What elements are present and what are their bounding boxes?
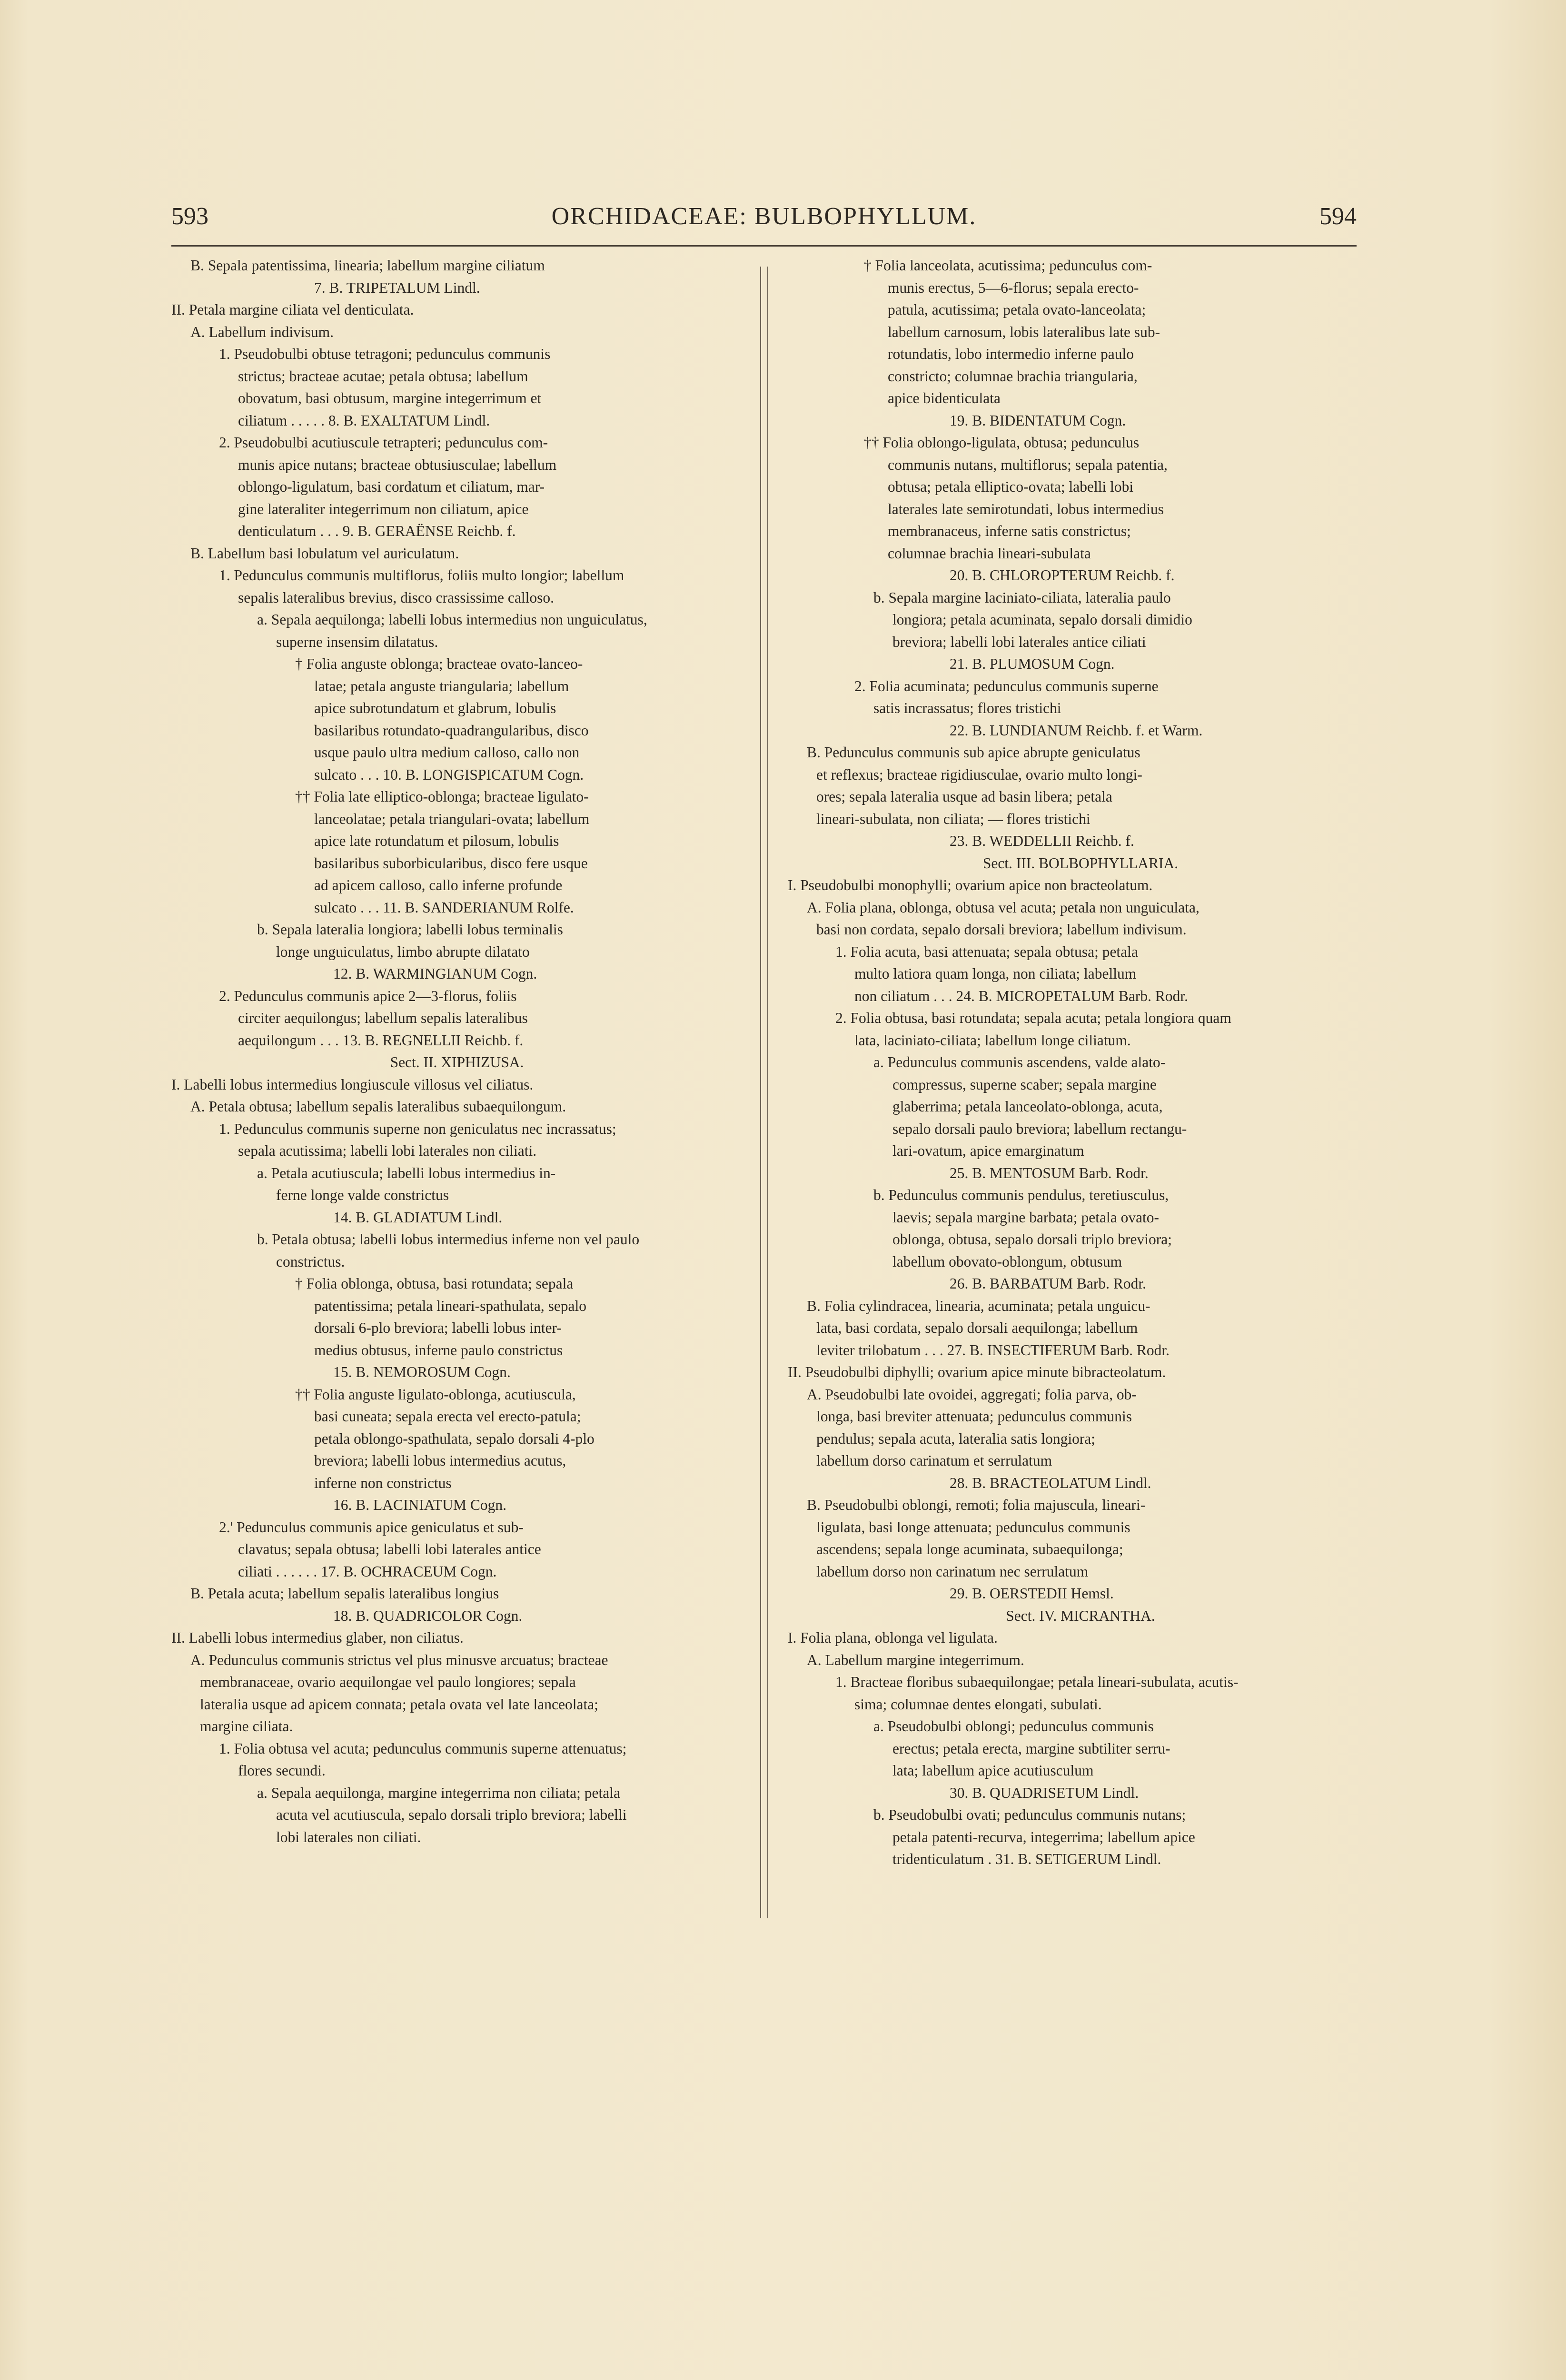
text-line: apice subrotundatum et glabrum, lobulis	[314, 700, 556, 716]
text-line: 1. Bracteae floribus subaequilongae; petala lineari-subulata, acutis-	[835, 1674, 1239, 1690]
text-line: glaberrima; petala lanceolato-oblonga, acuta,	[892, 1098, 1163, 1115]
text-line: sepalis lateralibus brevius, disco crassissime calloso.	[238, 589, 554, 606]
text-line: ores; sepala lateralia usque ad basin libera; petala	[816, 788, 1112, 805]
text-line: laterales late semirotundati, lobus intermedius	[888, 500, 1164, 517]
text-line: constrictus.	[276, 1253, 345, 1270]
text-line: B. Pseudobulbi oblongi, remoti; folia majuscula, lineari-	[807, 1497, 1146, 1513]
text-line: denticulatum . . . 9. B. GERAËNSE Reichb. f.	[238, 523, 516, 539]
text-line: flores secundi.	[238, 1762, 326, 1779]
text-line: sima; columnae dentes elongati, subulati.	[854, 1696, 1102, 1713]
text-line: † Folia anguste oblonga; bracteae ovato-lanceo-	[295, 655, 583, 672]
text-line: lateralia usque ad apicem connata; petala ovata vel late lanceolata;	[200, 1696, 598, 1713]
text-line: latae; petala anguste triangularia; labellum	[314, 677, 569, 694]
text-line: superne insensim dilatatus.	[276, 633, 438, 650]
text-line: sepalo dorsali paulo breviora; labellum rectangu-	[892, 1120, 1187, 1137]
text-line: II. Pseudobulbi diphylli; ovarium apice minute bibracteolatum.	[788, 1364, 1166, 1380]
text-line: †† Folia oblongo-ligulata, obtusa; pedunculus	[864, 434, 1140, 451]
text-line: apice bidenticulata	[888, 390, 1001, 407]
column-divider	[767, 267, 768, 1918]
text-line: B. Folia cylindracea, linearia, acuminata; petala unguicu-	[807, 1297, 1150, 1314]
text-line: ciliatum . . . . . 8. B. EXALTATUM Lindl.	[238, 412, 490, 429]
text-line: A. Petala obtusa; labellum sepalis lateralibus subaequilongum.	[190, 1098, 566, 1115]
text-line: A. Folia plana, oblonga, obtusa vel acuta; petala non unguiculata,	[807, 899, 1199, 916]
text-line: rotundatis, lobo intermedio inferne paulo	[888, 346, 1134, 362]
text-line: petala oblongo-spathulata, sepalo dorsali 4-plo	[314, 1430, 595, 1447]
text-line: columnae brachia lineari-subulata	[888, 545, 1091, 562]
text-line: I. Folia plana, oblonga vel ligulata.	[788, 1629, 998, 1646]
text-line: 2. Pedunculus communis apice 2—3-florus, foliis	[219, 987, 517, 1004]
text-line: lanceolatae; petala triangulari-ovata; labellum	[314, 810, 590, 827]
text-line: B. Sepala patentissima, linearia; labellum margine ciliatum	[190, 257, 545, 274]
text-line: 29. B. OERSTEDII Hemsl.	[950, 1585, 1114, 1602]
text-line: margine ciliata.	[200, 1718, 293, 1735]
text-line: 15. B. NEMOROSUM Cogn.	[333, 1364, 511, 1380]
text-line: 25. B. MENTOSUM Barb. Rodr.	[950, 1164, 1149, 1181]
text-line: †† Folia anguste ligulato-oblonga, acutiuscula,	[295, 1386, 576, 1403]
text-line: 1. Pedunculus communis superne non geniculatus nec incrassatus;	[219, 1120, 616, 1137]
text-line: dorsali 6-plo breviora; labelli lobus inter-	[314, 1319, 562, 1336]
text-line: compressus, superne scaber; sepala margine	[892, 1076, 1157, 1093]
text-line: a. Sepala aequilonga; labelli lobus intermedius non unguiculatus,	[257, 611, 647, 628]
text-line: lobi laterales non ciliati.	[276, 1828, 421, 1845]
text-line: clavatus; sepala obtusa; labelli lobi laterales antice	[238, 1541, 541, 1557]
text-line: b. Pseudobulbi ovati; pedunculus communis nutans;	[873, 1806, 1186, 1823]
text-line: breviora; labelli lobus intermedius acutus,	[314, 1452, 566, 1469]
text-line: a. Sepala aequilonga, margine integerrima non ciliata; petala	[257, 1784, 620, 1801]
text-line: 21. B. PLUMOSUM Cogn.	[950, 655, 1115, 672]
text-line: I. Labelli lobus intermedius longiuscule villosus vel ciliatus.	[171, 1076, 534, 1093]
text-line: multo latiora quam longa, non ciliata; labellum	[854, 965, 1137, 982]
text-line: b. Sepala margine laciniato-ciliata, lateralia paulo	[873, 589, 1171, 606]
text-line: b. Petala obtusa; labelli lobus intermedius inferne non vel paulo	[257, 1231, 640, 1248]
text-line: 7. B. TRIPETALUM Lindl.	[314, 279, 480, 296]
text-line: membranaceus, inferne satis constrictus;	[888, 523, 1131, 539]
text-line: basilaribus rotundato-quadrangularibus, disco	[314, 722, 589, 739]
text-line: ciliati . . . . . . 17. B. OCHRACEUM Cogn.	[238, 1563, 497, 1580]
text-line: 2. Pseudobulbi acutiuscule tetrapteri; pedunculus com-	[219, 434, 548, 451]
text-line: 12. B. WARMINGIANUM Cogn.	[333, 965, 537, 982]
text-line: 14. B. GLADIATUM Lindl.	[333, 1209, 503, 1226]
text-line: lineari-subulata, non ciliata; — flores tristichi	[816, 810, 1090, 827]
text-line: longe unguiculatus, limbo abrupte dilatato	[276, 943, 530, 960]
text-line: obovatum, basi obtusum, margine integerrimum et	[238, 390, 542, 407]
header-rule	[171, 245, 1357, 247]
text-line: 26. B. BARBATUM Barb. Rodr.	[950, 1275, 1147, 1292]
text-line: munis apice nutans; bracteae obtusiusculae; labellum	[238, 456, 557, 473]
text-line: gine lateraliter integerrimum non ciliatum, apice	[238, 500, 529, 517]
text-line: medius obtusus, inferne paulo constrictus	[314, 1341, 563, 1359]
text-line: obtusa; petala elliptico-ovata; labelli lobi	[888, 478, 1134, 495]
text-line: ligulata, basi longe attenuata; pedunculus communis	[816, 1518, 1130, 1536]
text-line: labellum dorso non carinatum nec serrulatum	[816, 1563, 1089, 1580]
text-line: laevis; sepala margine barbata; petala ovato-	[892, 1209, 1160, 1226]
text-line: et reflexus; bracteae rigidiusculae, ovario multo longi-	[816, 766, 1142, 783]
text-line: lata, basi cordata, sepalo dorsali aequilonga; labellum	[816, 1319, 1138, 1336]
text-line: longa, basi breviter attenuata; pedunculus communis	[816, 1408, 1132, 1425]
text-line: 30. B. QUADRISETUM Lindl.	[950, 1784, 1139, 1801]
text-line: 23. B. WEDDELLII Reichb. f.	[950, 833, 1134, 849]
text-line: munis erectus, 5—6-florus; sepala erecto-	[888, 279, 1139, 296]
text-line: oblongo-ligulatum, basi cordatum et ciliatum, mar-	[238, 478, 545, 495]
page-header	[171, 202, 1357, 236]
column-divider	[760, 267, 761, 1918]
text-line: A. Labellum indivisum.	[190, 323, 334, 340]
text-line: 16. B. LACINIATUM Cogn.	[333, 1497, 507, 1513]
text-line: b. Pedunculus communis pendulus, teretiusculus,	[873, 1187, 1169, 1203]
text-line: a. Pseudobulbi oblongi; pedunculus communis	[873, 1718, 1154, 1735]
text-line: ad apicem calloso, callo inferne profunde	[314, 877, 563, 893]
text-line: basilaribus suborbicularibus, disco fere usque	[314, 854, 588, 872]
text-line: lata, laciniato-ciliata; labellum longe ciliatum.	[854, 1031, 1131, 1049]
text-line: basi cuneata; sepala erecta vel erecto-patula;	[314, 1408, 581, 1425]
text-line: constricto; columnae brachia triangularia,	[888, 367, 1138, 385]
text-line: membranaceae, ovario aequilongae vel paulo longiores; sepala	[200, 1674, 576, 1690]
text-line: 2. Folia acuminata; pedunculus communis superne	[854, 677, 1159, 694]
text-line: lari-ovatum, apice emarginatum	[892, 1142, 1084, 1159]
text-line: leviter trilobatum . . . 27. B. INSECTIFERUM Barb. Rodr.	[816, 1341, 1170, 1359]
text-line: 2. Folia obtusa, basi rotundata; sepala acuta; petala longiora quam	[835, 1010, 1231, 1026]
text-line: erectus; petala erecta, margine subtiliter serru-	[892, 1740, 1170, 1757]
text-line: 19. B. BIDENTATUM Cogn.	[950, 412, 1126, 429]
text-line: † Folia oblonga, obtusa, basi rotundata; sepala	[295, 1275, 574, 1292]
text-line: 2.' Pedunculus communis apice geniculatus et sub-	[219, 1518, 524, 1536]
text-line: I. Pseudobulbi monophylli; ovarium apice non bracteolatum.	[788, 877, 1153, 893]
left-column	[171, 255, 743, 1848]
text-line: Sect. II. XIPHIZUSA.	[390, 1054, 524, 1071]
text-line: circiter aequilongus; labellum sepalis lateralibus	[238, 1010, 528, 1026]
text-line: satis incrassatus; flores tristichi	[873, 700, 1061, 716]
right-column	[788, 255, 1373, 1871]
text-line: 1. Pedunculus communis multiflorus, foliis multo longior; labellum	[219, 567, 624, 584]
text-line: B. Labellum basi lobulatum vel auriculatum.	[190, 545, 459, 562]
text-line: † Folia lanceolata, acutissima; pedunculus com-	[864, 257, 1152, 274]
text-line: ferne longe valde constrictus	[276, 1187, 449, 1203]
text-line: petala patenti-recurva, integerrima; labellum apice	[892, 1828, 1195, 1845]
text-line: 28. B. BRACTEOLATUM Lindl.	[950, 1474, 1151, 1491]
text-line: breviora; labelli lobi laterales antice ciliati	[892, 633, 1146, 650]
text-line: non ciliatum . . . 24. B. MICROPETALUM Barb. Rodr.	[854, 987, 1188, 1004]
text-line: communis nutans, multiflorus; sepala patentia,	[888, 456, 1168, 473]
text-line: II. Labelli lobus intermedius glaber, non ciliatus.	[171, 1629, 464, 1646]
text-line: Sect. III. BOLBOPHYLLARIA.	[982, 854, 1179, 872]
text-line: II. Petala margine ciliata vel denticulata.	[171, 301, 414, 318]
text-line: b. Sepala lateralia longiora; labelli lobus terminalis	[257, 921, 563, 938]
text-line: labellum dorso carinatum et serrulatum	[816, 1452, 1052, 1469]
text-line: 18. B. QUADRICOLOR Cogn.	[333, 1607, 523, 1624]
text-line: ascendens; sepala longe acuminata, subaequilonga;	[816, 1541, 1123, 1557]
running-title: ORCHIDACEAE: BULBOPHYLLUM.	[551, 203, 977, 230]
text-line: B. Petala acuta; labellum sepalis lateralibus longius	[190, 1585, 499, 1602]
text-line: 1. Folia acuta, basi attenuata; sepala obtusa; petala	[835, 943, 1138, 960]
text-line: 22. B. LUNDIANUM Reichb. f. et Warm.	[950, 722, 1203, 739]
text-line: basi non cordata, sepalo dorsali breviora; labellum indivisum.	[816, 921, 1187, 938]
text-line: a. Pedunculus communis ascendens, valde alato-	[873, 1054, 1166, 1071]
text-line: A. Pedunculus communis strictus vel plus minusve arcuatus; bracteae	[190, 1651, 608, 1668]
text-line: inferne non constrictus	[314, 1474, 452, 1491]
text-line: labellum carnosum, lobis lateralibus late sub-	[888, 323, 1160, 340]
text-line: sepala acutissima; labelli lobi laterales non ciliati.	[238, 1142, 537, 1159]
text-line: strictus; bracteae acutae; petala obtusa; labellum	[238, 367, 528, 385]
text-line: oblonga, obtusa, sepalo dorsali triplo breviora;	[892, 1231, 1172, 1248]
text-line: 20. B. CHLOROPTERUM Reichb. f.	[950, 567, 1175, 584]
text-line: lata; labellum apice acutiusculum	[892, 1762, 1094, 1779]
text-line: sulcato . . . 10. B. LONGISPICATUM Cogn.	[314, 766, 584, 783]
text-line: A. Labellum margine integerrimum.	[807, 1651, 1024, 1668]
text-line: patula, acutissima; petala ovato-lanceolata;	[888, 301, 1146, 318]
text-line: patentissima; petala lineari-spathulata, sepalo	[314, 1297, 587, 1314]
text-line: a. Petala acutiuscula; labelli lobus intermedius in-	[257, 1164, 556, 1181]
text-line: tridenticulatum . 31. B. SETIGERUM Lindl.	[892, 1851, 1161, 1867]
left-page-number: 593	[171, 203, 208, 230]
text-line: aequilongum . . . 13. B. REGNELLII Reichb. f.	[238, 1031, 524, 1049]
text-line: Sect. IV. MICRANTHA.	[1006, 1607, 1155, 1624]
text-line: longiora; petala acuminata, sepalo dorsali dimidio	[892, 611, 1192, 628]
text-line: A. Pseudobulbi late ovoidei, aggregati; folia parva, ob-	[807, 1386, 1137, 1403]
text-line: 1. Folia obtusa vel acuta; pedunculus communis superne attenuatus;	[219, 1740, 627, 1757]
text-line: pendulus; sepala acuta, lateralia satis longiora;	[816, 1430, 1096, 1447]
text-line: sulcato . . . 11. B. SANDERIANUM Rolfe.	[314, 899, 574, 916]
text-line: 1. Pseudobulbi obtuse tetragoni; pedunculus communis	[219, 346, 551, 362]
text-line: apice late rotundatum et pilosum, lobulis	[314, 833, 559, 849]
text-line: labellum obovato-oblongum, obtusum	[892, 1253, 1122, 1270]
text-line: †† Folia late elliptico-oblonga; bracteae ligulato-	[295, 788, 589, 805]
text-line: B. Pedunculus communis sub apice abrupte geniculatus	[807, 744, 1140, 761]
text-line: acuta vel acutiuscula, sepalo dorsali triplo breviora; labelli	[276, 1806, 627, 1823]
text-line: usque paulo ultra medium calloso, callo non	[314, 744, 580, 761]
right-page-number: 594	[1319, 203, 1357, 230]
